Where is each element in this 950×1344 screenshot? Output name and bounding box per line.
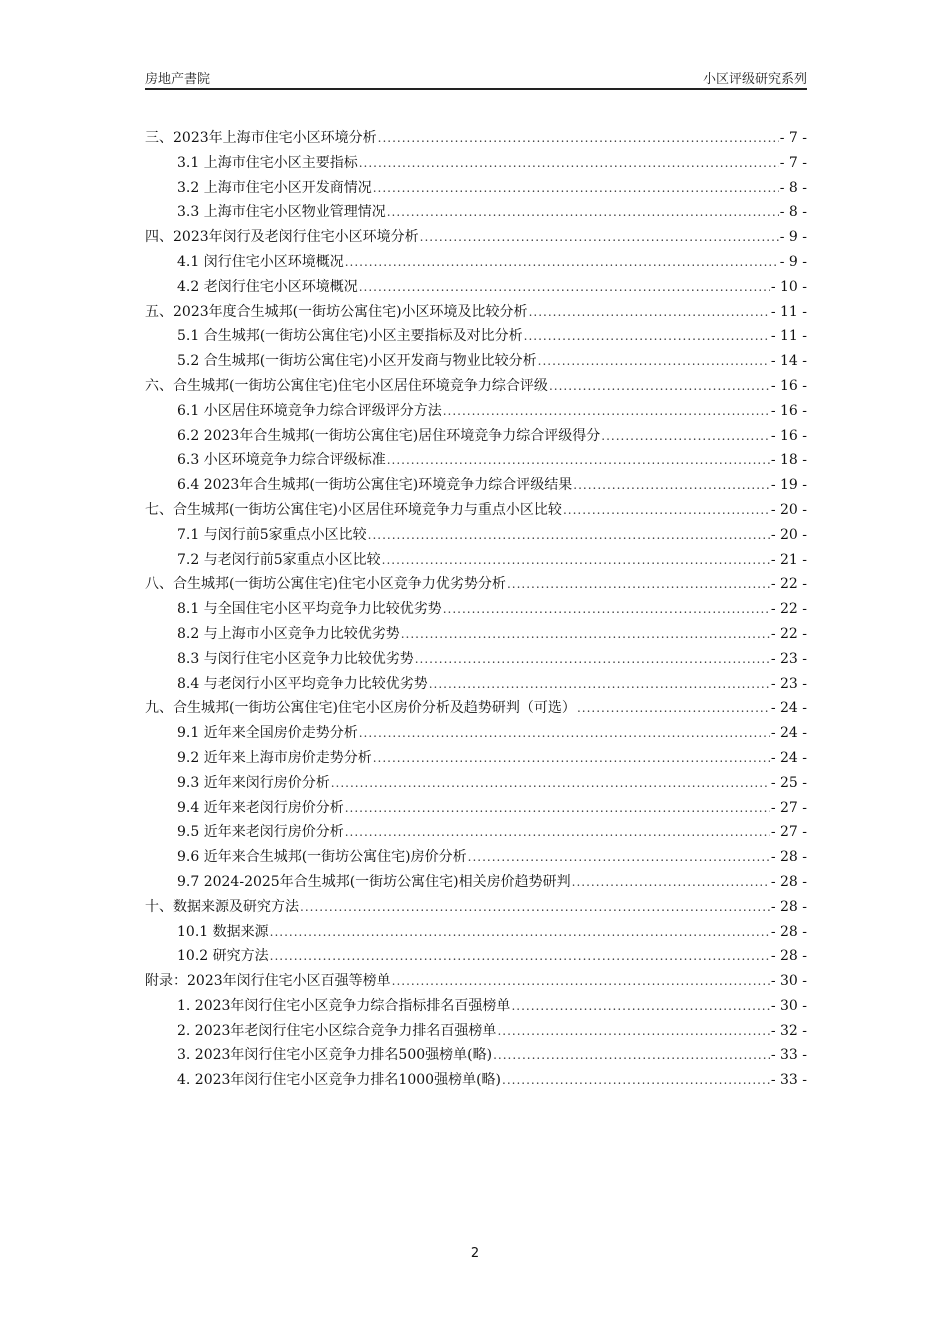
- toc-dot-leader: [359, 151, 779, 176]
- toc-entry-page: - 11 -: [770, 328, 807, 345]
- toc-dot-leader: [429, 672, 770, 697]
- toc-entry-title: 9.6 近年来合生城邦(一街坊公寓住宅)房价分析: [177, 849, 467, 866]
- toc-section-entry[interactable]: [145, 151, 807, 176]
- toc-dot-leader: [524, 324, 770, 349]
- toc-section-entry[interactable]: [145, 845, 807, 870]
- toc-section-entry[interactable]: [145, 424, 807, 449]
- toc-entry-title: 4.2 老闵行住宅小区环境概况: [177, 278, 358, 295]
- toc-section-entry[interactable]: [145, 399, 807, 424]
- toc-dot-leader: [502, 1068, 770, 1093]
- toc-section-entry[interactable]: [145, 622, 807, 647]
- toc-section-entry[interactable]: [145, 944, 807, 969]
- toc-entry-title: 8.2 与上海市小区竞争力比较优劣势: [177, 625, 400, 642]
- toc-entry-page: - 9 -: [779, 253, 807, 270]
- toc-entry-page: - 16 -: [770, 402, 807, 419]
- toc-section-entry[interactable]: [145, 746, 807, 771]
- toc-entry-page: - 19 -: [770, 477, 807, 494]
- toc-entry-page: - 16 -: [770, 377, 807, 394]
- toc-entry-title: 5.1 合生城邦(一街坊公寓住宅)小区主要指标及对比分析: [177, 328, 523, 345]
- toc-section-entry[interactable]: [145, 771, 807, 796]
- toc-entry-page: - 28 -: [770, 873, 807, 890]
- toc-entry-title: 九、合生城邦(一街坊公寓住宅)住宅小区房价分析及趋势研判（可选）: [145, 700, 576, 717]
- toc-entry-page: - 28 -: [770, 849, 807, 866]
- toc-dot-leader: [387, 200, 779, 225]
- toc-entry-title: 6.2 2023年合生城邦(一街坊公寓住宅)居住环境竞争力综合评级得分: [177, 427, 601, 444]
- toc-entry-page: - 8 -: [779, 179, 807, 196]
- toc-dot-leader: [270, 920, 770, 945]
- toc-entry-title: 9.4 近年来老闵行房价分析: [177, 799, 344, 816]
- toc-dot-leader: [529, 300, 770, 325]
- toc-entry-title: 四、2023年闵行及老闵行住宅小区环境分析: [145, 229, 419, 246]
- toc-section-entry[interactable]: [145, 275, 807, 300]
- toc-dot-leader: [601, 424, 770, 449]
- toc-entry-page: - 7 -: [779, 154, 807, 171]
- toc-entry-page: - 25 -: [770, 774, 807, 791]
- toc-entry-title: 4.1 闵行住宅小区环境概况: [177, 253, 344, 270]
- toc-section-entry[interactable]: [145, 796, 807, 821]
- toc-dot-leader: [493, 1043, 770, 1068]
- toc-entry-page: - 23 -: [770, 675, 807, 692]
- toc-entry-page: - 20 -: [770, 501, 807, 518]
- toc-entry-title: 3. 2023年闵行住宅小区竞争力排名500强榜单(略): [177, 1047, 493, 1064]
- toc-dot-leader: [563, 498, 770, 523]
- toc-chapter-entry[interactable]: [145, 300, 807, 325]
- toc-entry-page: - 30 -: [770, 973, 807, 990]
- toc-entry-title: 七、合生城邦(一街坊公寓住宅)小区居住环境竞争力与重点小区比较: [145, 501, 562, 518]
- toc-entry-page: - 22 -: [770, 625, 807, 642]
- toc-chapter-entry[interactable]: [145, 572, 807, 597]
- toc-section-entry[interactable]: [145, 448, 807, 473]
- toc-section-entry[interactable]: [145, 324, 807, 349]
- toc-section-entry[interactable]: [145, 994, 807, 1019]
- page-number: 2: [470, 1246, 480, 1261]
- toc-entry-page: - 9 -: [779, 229, 807, 246]
- toc-entry-page: - 32 -: [770, 1022, 807, 1039]
- toc-entry-page: - 33 -: [770, 1072, 807, 1089]
- toc-entry-title: 2. 2023年老闵行住宅小区综合竞争力排名百强榜单: [177, 1022, 497, 1039]
- toc-section-entry[interactable]: [145, 721, 807, 746]
- toc-entry-page: - 27 -: [770, 824, 807, 841]
- toc-chapter-entry[interactable]: [145, 225, 807, 250]
- toc-dot-leader: [420, 225, 779, 250]
- toc-section-entry[interactable]: [145, 473, 807, 498]
- toc-dot-leader: [401, 622, 770, 647]
- toc-section-entry[interactable]: [145, 870, 807, 895]
- toc-chapter-entry[interactable]: [145, 126, 807, 151]
- toc-dot-leader: [270, 944, 770, 969]
- toc-dot-leader: [443, 597, 770, 622]
- toc-dot-leader: [300, 895, 770, 920]
- toc-entry-page: - 28 -: [770, 923, 807, 940]
- toc-entry-title: 8.1 与全国住宅小区平均竞争力比较优劣势: [177, 601, 442, 618]
- toc-entry-title: 9.2 近年来上海市房价走势分析: [177, 749, 372, 766]
- toc-entry-title: 10.2 研究方法: [177, 948, 269, 965]
- toc-entry-page: - 30 -: [770, 997, 807, 1014]
- toc-dot-leader: [497, 1019, 769, 1044]
- toc-dot-leader: [345, 820, 770, 845]
- toc-section-entry[interactable]: [145, 200, 807, 225]
- toc-section-entry[interactable]: [145, 250, 807, 275]
- toc-dot-leader: [368, 523, 770, 548]
- toc-section-entry[interactable]: [145, 672, 807, 697]
- toc-dot-leader: [573, 473, 770, 498]
- toc-entry-title: 6.3 小区环境竞争力综合评级标准: [177, 452, 386, 469]
- toc-entry-title: 五、2023年度合生城邦(一街坊公寓住宅)小区环境及比较分析: [145, 303, 528, 320]
- toc-entry-page: - 22 -: [770, 601, 807, 618]
- toc-entry-page: - 22 -: [770, 576, 807, 593]
- toc-dot-leader: [511, 994, 769, 1019]
- toc-chapter-entry[interactable]: [145, 895, 807, 920]
- toc-entry-page: - 28 -: [770, 948, 807, 965]
- toc-section-entry[interactable]: [145, 920, 807, 945]
- toc-entry-title: 6.1 小区居住环境竞争力综合评级评分方法: [177, 402, 442, 419]
- toc-entry-title: 3.2 上海市住宅小区开发商情况: [177, 179, 372, 196]
- toc-entry-title: 1. 2023年闵行住宅小区竞争力综合指标排名百强榜单: [177, 997, 511, 1014]
- table-of-contents: [145, 126, 807, 1093]
- toc-entry-page: - 24 -: [770, 700, 807, 717]
- toc-entry-title: 十、数据来源及研究方法: [145, 898, 299, 915]
- header-divider: [145, 88, 807, 90]
- toc-section-entry[interactable]: [145, 548, 807, 573]
- toc-entry-title: 5.2 合生城邦(一街坊公寓住宅)小区开发商与物业比较分析: [177, 353, 537, 370]
- toc-entry-title: 8.3 与闵行住宅小区竞争力比较优劣势: [177, 650, 414, 667]
- toc-entry-title: 8.4 与老闵行小区平均竞争力比较优劣势: [177, 675, 428, 692]
- toc-entry-page: - 16 -: [770, 427, 807, 444]
- toc-entry-title: 10.1 数据来源: [177, 923, 269, 940]
- page-header: [145, 66, 807, 88]
- toc-chapter-entry[interactable]: [145, 374, 807, 399]
- toc-entry-title: 6.4 2023年合生城邦(一街坊公寓住宅)环境竞争力综合评级结果: [177, 477, 573, 494]
- toc-entry-page: - 23 -: [770, 650, 807, 667]
- toc-entry-title: 八、合生城邦(一街坊公寓住宅)住宅小区竞争力优劣势分析: [145, 576, 506, 593]
- toc-entry-page: - 18 -: [770, 452, 807, 469]
- toc-entry-title: 六、合生城邦(一街坊公寓住宅)住宅小区居住环境竞争力综合评级: [145, 377, 548, 394]
- toc-dot-leader: [549, 374, 770, 399]
- toc-entry-title: 3.1 上海市住宅小区主要指标: [177, 154, 358, 171]
- toc-section-entry[interactable]: [145, 1043, 807, 1068]
- toc-section-entry[interactable]: [145, 349, 807, 374]
- toc-entry-page: - 7 -: [779, 130, 807, 146]
- toc-section-entry[interactable]: [145, 176, 807, 201]
- toc-entry-page: - 27 -: [770, 799, 807, 816]
- toc-entry-page: - 28 -: [770, 898, 807, 915]
- toc-dot-leader: [382, 548, 770, 573]
- toc-dot-leader: [577, 696, 770, 721]
- toc-dot-leader: [387, 448, 770, 473]
- header-publisher: 房地产書院: [145, 72, 211, 87]
- toc-section-entry[interactable]: [145, 647, 807, 672]
- toc-entry-page: - 21 -: [770, 551, 807, 568]
- toc-dot-leader: [378, 126, 779, 151]
- toc-entry-title: 附录：2023年闵行住宅小区百强等榜单: [145, 973, 391, 990]
- toc-entry-page: - 11 -: [770, 303, 807, 320]
- toc-section-entry[interactable]: [145, 820, 807, 845]
- header-series-title: 小区评级研究系列: [702, 72, 807, 87]
- toc-dot-leader: [331, 771, 770, 796]
- toc-dot-leader: [572, 870, 770, 895]
- toc-section-entry[interactable]: [145, 1019, 807, 1044]
- toc-entry-title: 7.2 与老闵行前5家重点小区比较: [177, 551, 381, 568]
- toc-chapter-entry[interactable]: [145, 498, 807, 523]
- toc-entry-title: 3.3 上海市住宅小区物业管理情况: [177, 204, 386, 221]
- toc-entry-page: - 33 -: [770, 1047, 807, 1064]
- toc-chapter-entry[interactable]: [145, 969, 807, 994]
- toc-entry-title: 9.1 近年来全国房价走势分析: [177, 725, 358, 742]
- toc-entry-page: - 24 -: [770, 749, 807, 766]
- toc-section-entry[interactable]: [145, 1068, 807, 1093]
- toc-entry-title: 4. 2023年闵行住宅小区竞争力排名1000强榜单(略): [177, 1072, 501, 1089]
- toc-entry-page: - 8 -: [779, 204, 807, 221]
- toc-chapter-entry[interactable]: [145, 696, 807, 721]
- toc-entry-title: 7.1 与闵行前5家重点小区比较: [177, 526, 367, 543]
- toc-dot-leader: [359, 275, 770, 300]
- toc-entry-page: - 14 -: [770, 353, 807, 370]
- toc-dot-leader: [359, 721, 770, 746]
- toc-dot-leader: [468, 845, 770, 870]
- toc-dot-leader: [443, 399, 770, 424]
- toc-entry-page: - 24 -: [770, 725, 807, 742]
- toc-dot-leader: [345, 796, 770, 821]
- toc-dot-leader: [415, 647, 770, 672]
- toc-entry-title: 9.5 近年来老闵行房价分析: [177, 824, 344, 841]
- toc-entry-title: 三、2023年上海市住宅小区环境分析: [145, 130, 377, 146]
- toc-dot-leader: [538, 349, 770, 374]
- toc-dot-leader: [507, 572, 770, 597]
- toc-dot-leader: [392, 969, 770, 994]
- toc-entry-title: 9.3 近年来闵行房价分析: [177, 774, 330, 791]
- toc-section-entry[interactable]: [145, 597, 807, 622]
- toc-dot-leader: [373, 746, 770, 771]
- toc-entry-page: - 20 -: [770, 526, 807, 543]
- toc-dot-leader: [345, 250, 779, 275]
- toc-dot-leader: [373, 176, 779, 201]
- toc-entry-title: 9.7 2024-2025年合生城邦(一街坊公寓住宅)相关房价趋势研判: [177, 873, 571, 890]
- toc-entry-page: - 10 -: [770, 278, 807, 295]
- toc-section-entry[interactable]: [145, 523, 807, 548]
